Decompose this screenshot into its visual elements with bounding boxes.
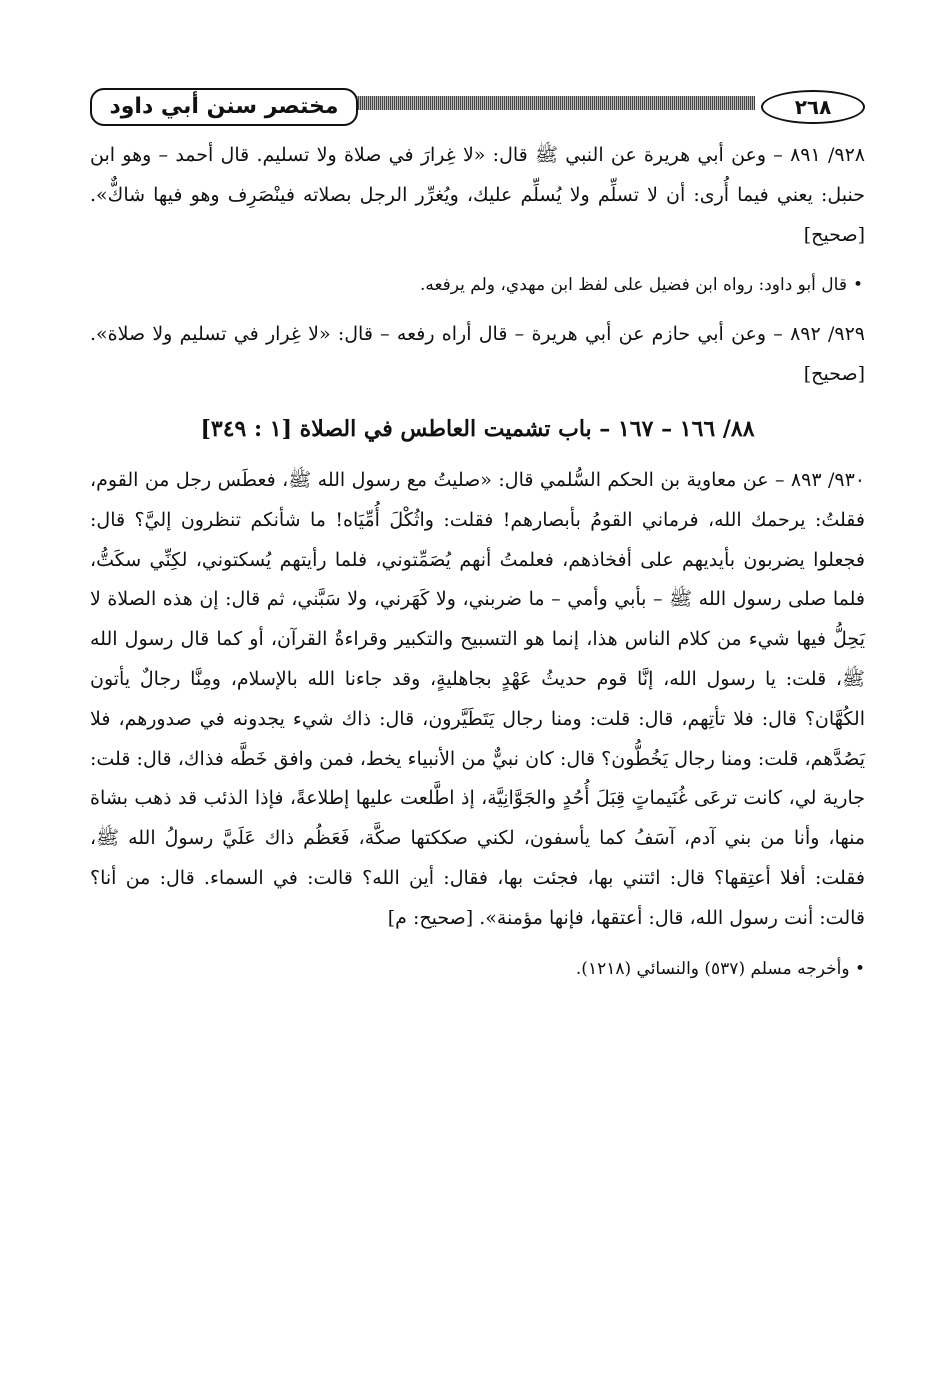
note-text: وأخرجه مسلم (٥٣٧) والنسائي (١٢١٨). [575,958,850,979]
bullet-icon: • [854,958,865,979]
book-title: مختصر سنن أبي داود [90,88,358,126]
header-decorative-band [330,96,755,110]
page-number: ٢٦٨ [761,90,865,124]
hadith-928: ٩٢٨/ ٨٩١ – وعن أبي هريرة عن النبي ﷺ قال: «لا غِرارَ في صلاة ولا تسليم. قال أحمد – وهو ابن حنبل: يعني فيما أُرى: أن لا تسلِّم ولا يُسلِّم عليك، ويُغرِّر الرجل بصلاته فينْصَرِف وهو فيها شاكٌّ». [صحيح] [90,144,865,246]
bullet-icon: • [852,275,863,296]
page-body [90,136,865,987]
note-abu-dawud [90,267,865,303]
hadith-930: ٩٣٠/ ٨٩٣ – عن معاوية بن الحكم السُّلمي قال: «صليتُ مع رسول الله ﷺ، فعطَس رجل من القوم، فقلتُ: يرحمك الله، فرماني القومُ بأبصارهم! فقلت: واثُكْلَ أُمِّيَاه! ما شأنكم تنظرون إليَّ؟ قال: فجعلوا يضربون بأيديهم على أفخاذهم، فعلمتُ أنهم يُصَمِّتوني، فلما رأيتهم يُسكتوني، لكِنِّي سكَتُّ، فلما صلى رسول الله ﷺ – بأبي وأمي – ما ضربني، ولا كَهَرني، ولا سَبَّني، ثم قال: إن هذه الصلاة لا يَحِلُّ فيها شيء من كلام الناس هذا، إنما هو التسبيح والتكبير وقراءةُ القرآن، أو كما قال رسول الله ﷺ، قلت: يا رسول الله، إنَّا قوم حديثُ عَهْدٍ بجاهليةٍ، وقد جاءنا الله بالإسلام، ومِنَّا رجالٌ يأتون الكُهَّان؟ قال: فلا تأتِهم، قال: قلت: ومنا رجال يَتَطَيَّرون، قال: ذاك شيء يجدونه في صدورهم، فلا يَصُدَّهم، قلت: ومنا رجال يَخُطُّون؟ قال: كان نبيٌّ من الأنبياء يخط، فمن وافق خَطَّه فذاك، قال: قلت: جارية لي، كانت ترعَى غُنَيماتٍ قِبَلَ أُحُدٍ والجَوَّانِيَّة، إذ اطَّلعت عليها إطلاعةً، فإذا الذئب قد ذهب بشاة منها، وأنا من بني آدم، آسَفُ كما يأسفون، لكني صككتها صكَّة، فَعَظُم ذاك عَلَيَّ رسولُ الله ﷺ، فقلت: أفلا أعتِقها؟ قال: ائتني بها، فجئت بها، فقال: أين الله؟ قالت: في السماء. قال: من أنا؟ قالت: أنت رسول الله، قال: أعتقها، فإنها مؤمنة». [صحيح: م] [90,468,865,929]
chapter-heading: ٨٨/ ١٦٦ – ١٦٧ – باب تشميت العاطس في الصلاة [١ : ٣٤٩] [200,415,755,442]
hadith-929: ٩٢٩/ ٨٩٢ – وعن أبي حازم عن أبي هريرة – قال أراه رفعه – قال: «لا غِرار في تسليم ولا صلاة». [صحيح] [90,323,865,386]
note-text: قال أبو داود: رواه ابن فضيل على لفظ ابن مهدي، ولم يرفعه. [419,275,847,296]
note-takhrij [90,951,865,987]
page-header [90,82,865,128]
